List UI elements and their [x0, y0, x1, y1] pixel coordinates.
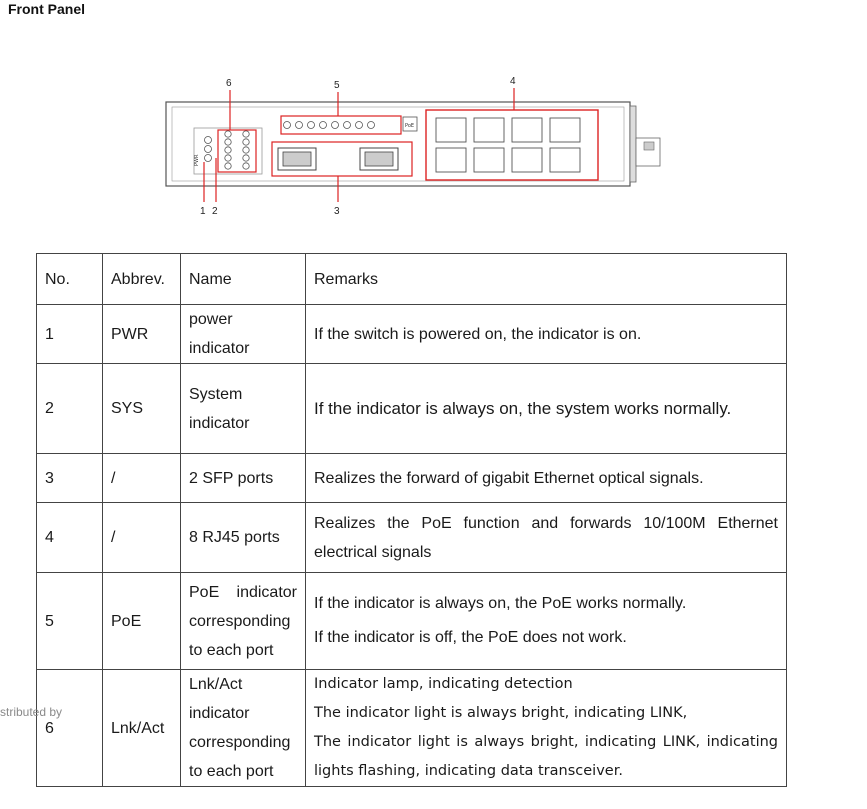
pwr-sys-label: PWR [194, 154, 200, 166]
cell-remarks: If the indicator is always on, the system works normally. [306, 364, 787, 454]
header-no: No. [37, 254, 103, 305]
cell-abbrev: / [103, 454, 181, 503]
remark-line: If the indicator is always on, the PoE works normally. [314, 595, 687, 612]
front-panel-svg [150, 70, 680, 220]
table-row [37, 670, 787, 787]
table-row [37, 454, 787, 503]
callout-6: 6 [226, 78, 232, 89]
aux-led [205, 137, 212, 144]
cell-name: Lnk/Act indicator corresponding to each port [181, 670, 306, 787]
cell-abbrev: PoE [103, 573, 181, 670]
cell-name: System indicator [181, 364, 306, 454]
cell-no: 5 [37, 573, 103, 670]
cell-name: 2 SFP ports [181, 454, 306, 503]
cell-abbrev: Lnk/Act [103, 670, 181, 787]
sfp-port-2 [360, 148, 398, 170]
callout-4: 4 [510, 76, 516, 87]
sys-led [205, 146, 212, 153]
table-header-row [37, 254, 787, 305]
cell-name: power indicator [181, 305, 306, 364]
sfp-port-1 [278, 148, 316, 170]
cell-name: 8 RJ45 ports [181, 503, 306, 573]
cell-remarks [306, 670, 787, 787]
header-abbrev: Abbrev. [103, 254, 181, 305]
right-bracket [630, 106, 636, 182]
cell-no: 1 [37, 305, 103, 364]
watermark-text: stributed by [0, 705, 63, 719]
header-remarks: Remarks [306, 254, 787, 305]
cell-remarks: Realizes the forward of gigabit Ethernet optical signals. [306, 454, 787, 503]
callout-2: 2 [212, 206, 218, 217]
cell-abbrev: SYS [103, 364, 181, 454]
cell-no: 2 [37, 364, 103, 454]
page-heading: Front Panel [8, 1, 86, 17]
cell-name: PoE indicator corresponding to each port [181, 573, 306, 670]
table-row [37, 305, 787, 364]
cell-no: 6 [37, 670, 103, 787]
pwr-sys-leds [205, 137, 212, 162]
cell-remarks [306, 573, 787, 670]
remark-line: Indicator lamp, indicating detection [314, 676, 573, 692]
callout-3: 3 [334, 206, 340, 217]
callout-5: 5 [334, 80, 340, 91]
poe-small-label: PoE [405, 123, 415, 129]
front-panel-diagram [150, 70, 680, 220]
remark-line: The indicator light is always bright, indicating LINK, [314, 705, 688, 721]
cell-abbrev: / [103, 503, 181, 573]
table-row [37, 503, 787, 573]
remark-line: If the indicator is off, the PoE does not work. [314, 629, 627, 646]
cell-abbrev: PWR [103, 305, 181, 364]
indicator-table [36, 253, 787, 787]
pwr-led [205, 155, 212, 162]
ground-screw [644, 142, 654, 150]
remark-line: The indicator light is always bright, indicating LINK, indicating lights flashing, indicating data transceiver. [314, 734, 778, 779]
cell-remarks: Realizes the PoE function and forwards 10/100M Ethernet electrical signals [306, 503, 787, 573]
table-row [37, 364, 787, 454]
cell-no: 3 [37, 454, 103, 503]
table-row [37, 573, 787, 670]
callout-1: 1 [200, 206, 206, 217]
cell-no: 4 [37, 503, 103, 573]
cell-remarks: If the switch is powered on, the indicator is on. [306, 305, 787, 364]
header-name: Name [181, 254, 306, 305]
